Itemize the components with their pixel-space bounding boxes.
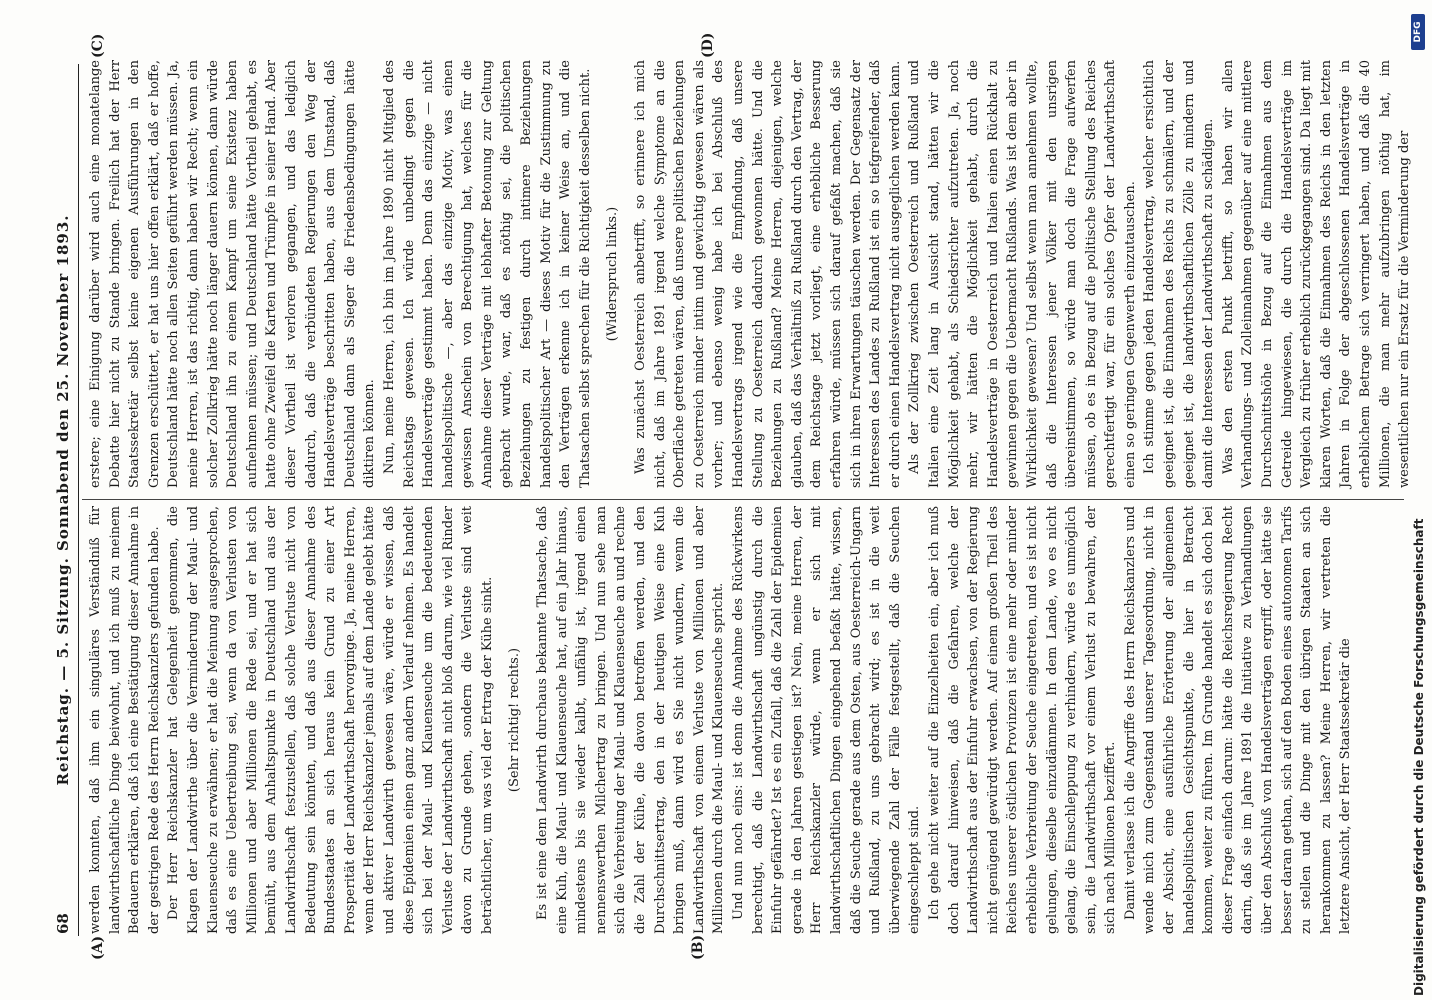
page-footer (1410, 0, 1430, 1000)
paragraph: Nun, meine Herren, ich bin im Jahre 1890 nicht Mitglied des Reichstags gewesen. Ich würde unbedingt gegen die Handelsverträge gestimmt haben. Denn das einzige — nicht handelspolitische —, aber das einzige Motiv, was einen gewissen Anschein von Berechtigung hat, welches für die Annahme dieser Verträge mit lebhafter Betonung zur Geltung gebracht wurde, war, daß es nöthig sei, die politischen Beziehungen zu festigen durch intimere Beziehungen handelspolitischer Art — dieses Motiv für die Zustimmung zu den Verträgen erkenne ich in keiner Weise an, und die Thatsachen selbst sprechen für die Richtigkeit desselben nicht. (381, 60, 593, 488)
paragraph: erstere; eine Einigung darüber wird auch eine monatelange Debatte hier nicht zu Stande bringen. Freilich hat der Herr Staatssekretär selbst keine eigenen Ausführungen in den Grenzen erschüttert, er hat uns hier offen erklärt, daß er hoffe, Deutschland hätte noch allen Seiten geführt werden müssen. Ja, meine Herren, ist das richtig, dann haben wir Recht; wenn ein solcher Zollkrieg hätte noch länger dauern können, dann würde Deutschland ihn zu einem Kampf um seine Existenz haben aufnehmen müssen; und Deutschland hätte Vortheil gehabt, es hatte ohne Zweifel die Karten und Trümpfe in seiner Hand. Aber dieser Vortheil ist verloren gegangen, und das lediglich dadurch, daß die verbündeten Regierungen den Weg der Handelsverträge beschritten haben, aus dem Umstand, daß Deutschland dann als Sieger die Friedensbedingungen hätte diktiren können. (88, 59, 378, 488)
left-text-column (86, 506, 1404, 934)
interjection: (Widerspruch links.) (605, 206, 621, 342)
paragraph: Ich gehe nicht weiter auf die Einzelheiten ein, aber ich muß doch darauf hinweisen, daß die Gefahren, welche der Landwirthschaft aus der Einfuhr erwachsen, von der Regierung nicht genügend gewürdigt werden. Auf einem großen Theil des Reiches unserer östlichen Provinzen ist eine mehr oder minder erhebliche Verbreitung der Seuche eingetreten, und es ist nicht gelungen, dieselbe einzudämmen. In dem Lande, wo es nicht gelang, die Einschleppung zu verhindern, würde es unmöglich sein, die Landwirthschaft vor einem Verlust zu bewahren, der sich nach Millionen beziffert. (926, 506, 1119, 934)
margin-marker-c: (C) (90, 33, 106, 58)
paragraph: Was den ersten Punkt betrifft, so haben wir allen Verhandlungs- und Zolleinnahmen gegenüber auf eine mittlere Durchschnittshöhe in Bezug auf die Einnahmen aus dem Getreide hingewiesen, die durch die Handelsverträge im Vergleich zu früher erheblich zurückgegangen sind. Da liegt mit klaren Worten, daß die Einnahmen des Reichs in den letzten Jahren in Folge der abgeschlossenen Handelsverträge in erheblichem Betrage sich verringert haben, und daß die 40 Millionen, die man mehr aufzubringen nöthig hat, im wesentlichen nur ein Ersatz für die Verminderung der (1220, 60, 1413, 488)
right-text-column (86, 59, 1413, 488)
paragraph: werden konnten, daß ihm ein singuläres Verständniß für landwirthschaftliche Dinge beiwohnt, und ich muß zu meinem Bedauern erklären, daß ich eine Bestätigung dieser Annahme in der gestrigen Rede des Herrn Reichskanzlers gefunden habe. (88, 506, 162, 934)
paragraph: Der Herr Reichskanzler hat Gelegenheit genommen, die Klagen der Landwirthe über die Verminderung der Maul- und Klauenseuche zu erwähnen; er hat die Meinung ausgesprochen, daß es eine Uebertreibung sei, wenn da von Verlusten von Millionen und aber Millionen die Rede sei, und er hat sich bemüht, aus dem Anhaltspunkte in Deutschland und aus der Landwirthschaft festzustellen, daß solche Verluste nicht von Bedeutung sein könnten, und daß aus dieser Annahme des Bundesstaates an sich heraus kein Grund zu einer Art Prosperität der Landwirthschaft hervorginge. Ja, meine Herren, wenn der Herr Reichskanzler jemals auf dem Lande gelebt hätte und aktiver Landwirth gewesen wäre, würde er wissen, daß diese Epidemien einen ganz andern Verlauf nehmen. Es handelt sich bei der Maul- und Klauenseuche um die bedeutenden Verluste der Landwirthschaft nicht bloß darum, wie viel Rinder davon zu Grunde gehen, sondern die Verluste sind weit beträchtlicher, um was viel der Ertrag der Kühe sinkt. (166, 506, 495, 934)
margin-marker-d: (D) (700, 32, 716, 58)
margin-marker-a: (A) (90, 935, 106, 960)
paragraph: Es ist eine dem Landwirth durchaus bekannte Thatsache, daß eine Kuh, die Maul- und Klauenseuche hat, auf ein Jahr hinaus, mindestens bis sie wieder kalbt, unfähig ist, irgend einen nennenswerthen Milchertrag zu bringen. Und nun sehe man sich die Verbreitung der Maul- und Klauenseuche an und rechne die Zahl der Kühe, die davon betroffen werden, und den Durchschnittsertrag, den in der heutigen Weise eine Kuh bringen muß, dann wird es Sie nicht wundern, wenn die Landwirthschaft von einem Verluste von Millionen und aber Millionen durch die Maul- und Klauenseuche spricht. (535, 506, 727, 934)
page-title: Reichstag. — 5. Sitzung. Sonnabend den 25. November 1893. (54, 214, 72, 786)
page-header (48, 0, 78, 1000)
paragraph: Damit verlasse ich die Angriffe des Herrn Reichskanzlers und wende mich zum Gegenstand unserer Tagesordnung, nicht in der Absicht, eine ausführliche Erörterung der allgemeinen handelspolitischen Gesichtspunkte, die hier in Betracht kommen, weiter zu führen. Im Grunde handelt es sich doch bei dieser Frage einfach darum: hätte die Reichsregierung Recht darin, daß sie im Jahre 1891 die Initiative zu Verhandlungen über den Abschluß von Handelsverträgen ergriff, oder hätte sie besser daran gethan, sich auf den Boden eines autonomen Tarifs zu stellen und die Dinge mit den übrigen Staaten an sich herankommen zu lassen? Meine Herren, wir vertreten die letztere Ansicht, der Herr Staatssekretär die (1122, 506, 1354, 934)
header-rule (78, 64, 79, 936)
margin-marker-b: (B) (690, 934, 706, 960)
interjection: (Sehr richtig! rechts.) (507, 647, 523, 793)
paragraph: Was zunächst Oesterreich anbetrifft, so erinnere ich mich nicht, daß im Jahre 1891 irgend welche Symptome an die Oberfläche getreten wären, daß unsere politischen Beziehungen zu Oesterreich minder intim und gewichtig gewesen wären als vorher; und ebenso wenig habe ich bei Abschluß des Handelsvertrags irgend wie die Empfindung, daß unsere Stellung zu Oesterreich dadurch gewonnen hätte. Und die Beziehungen zu Rußland? Meine Herren, diejenigen, welche glauben, daß das Verhältniß zu Rußland durch den Vertrag, der dem Reichstage jetzt vorliegt, eine erhebliche Besserung erfahren würde, müssen sich darauf gefaßt machen, daß sie sich in ihren Erwartungen täuschen werden. Der Gegensatz der Interessen des Landes zu Rußland ist ein so tiefgreifender, daß er durch einen Handelsvertrag nicht ausgeglichen werden kann. (633, 60, 903, 488)
column-divider (82, 499, 1404, 500)
dfg-logo: DFG (1411, 14, 1425, 50)
funding-note: Digitalisierung gefördert durch die Deutsche Forschungsgemeinschaft (1412, 518, 1426, 996)
paragraph: Als der Zollkrieg zwischen Oesterreich und Rußland und Italien eine Zeit lang in Aussicht stand, hätten wir die Möglichkeit gehabt, als Schiedsrichter aufzutreten. Ja, noch mehr, wir hätten die Möglichkeit gehabt, durch die Handelsverträge in Oesterreich und Italien einen Rückhalt zu gewinnen gegen die Uebermacht Rußlands. Was ist dem aber in Wirklichkeit gewesen? Und selbst wenn man annehmen wollte, daß die Interessen jener Völker mit den unsrigen übereinstimmen, so würde man doch die Frage aufwerfen müssen, ob es in Bezug auf die politische Stellung des Reiches gerechtfertigt war, für ein solches Opfer der Landwirthschaft einen so geringen Gegenwerth einzutauschen. (907, 60, 1138, 488)
page-number: 68 (54, 913, 72, 934)
paragraph: Ich stimme gegen jeden Handelsvertrag, welcher ersichtlich geeignet ist, die Einnahmen des Reichs zu schmälern, und der geeignet ist, die landwirthschaftlichen Zölle zu mindern und damit die Interessen der Landwirthschaft zu schädigen. (1142, 60, 1217, 488)
paragraph: Und nun noch eins: ist denn die Annahme des Rückwirkens berechtigt, daß die Landwirthschaft ungünstig durch die Einfuhr gefährdet? Ist es ein Zufall, daß die Zahl der Epidemien gerade in den Jahren gestiegen ist? Nein, meine Herren, der Herr Reichskanzler würde, wenn er sich mit landwirthschaftlichen Dingen eingehend befaßt hätte, wissen, daß die Seuche gerade aus dem Osten, aus Oesterreich-Ungarn und Rußland, zu uns gebracht wird; es ist in die weit überwiegende Zahl der Fälle festgestellt, daß die Seuchen eingeschleppt sind. (731, 506, 923, 934)
